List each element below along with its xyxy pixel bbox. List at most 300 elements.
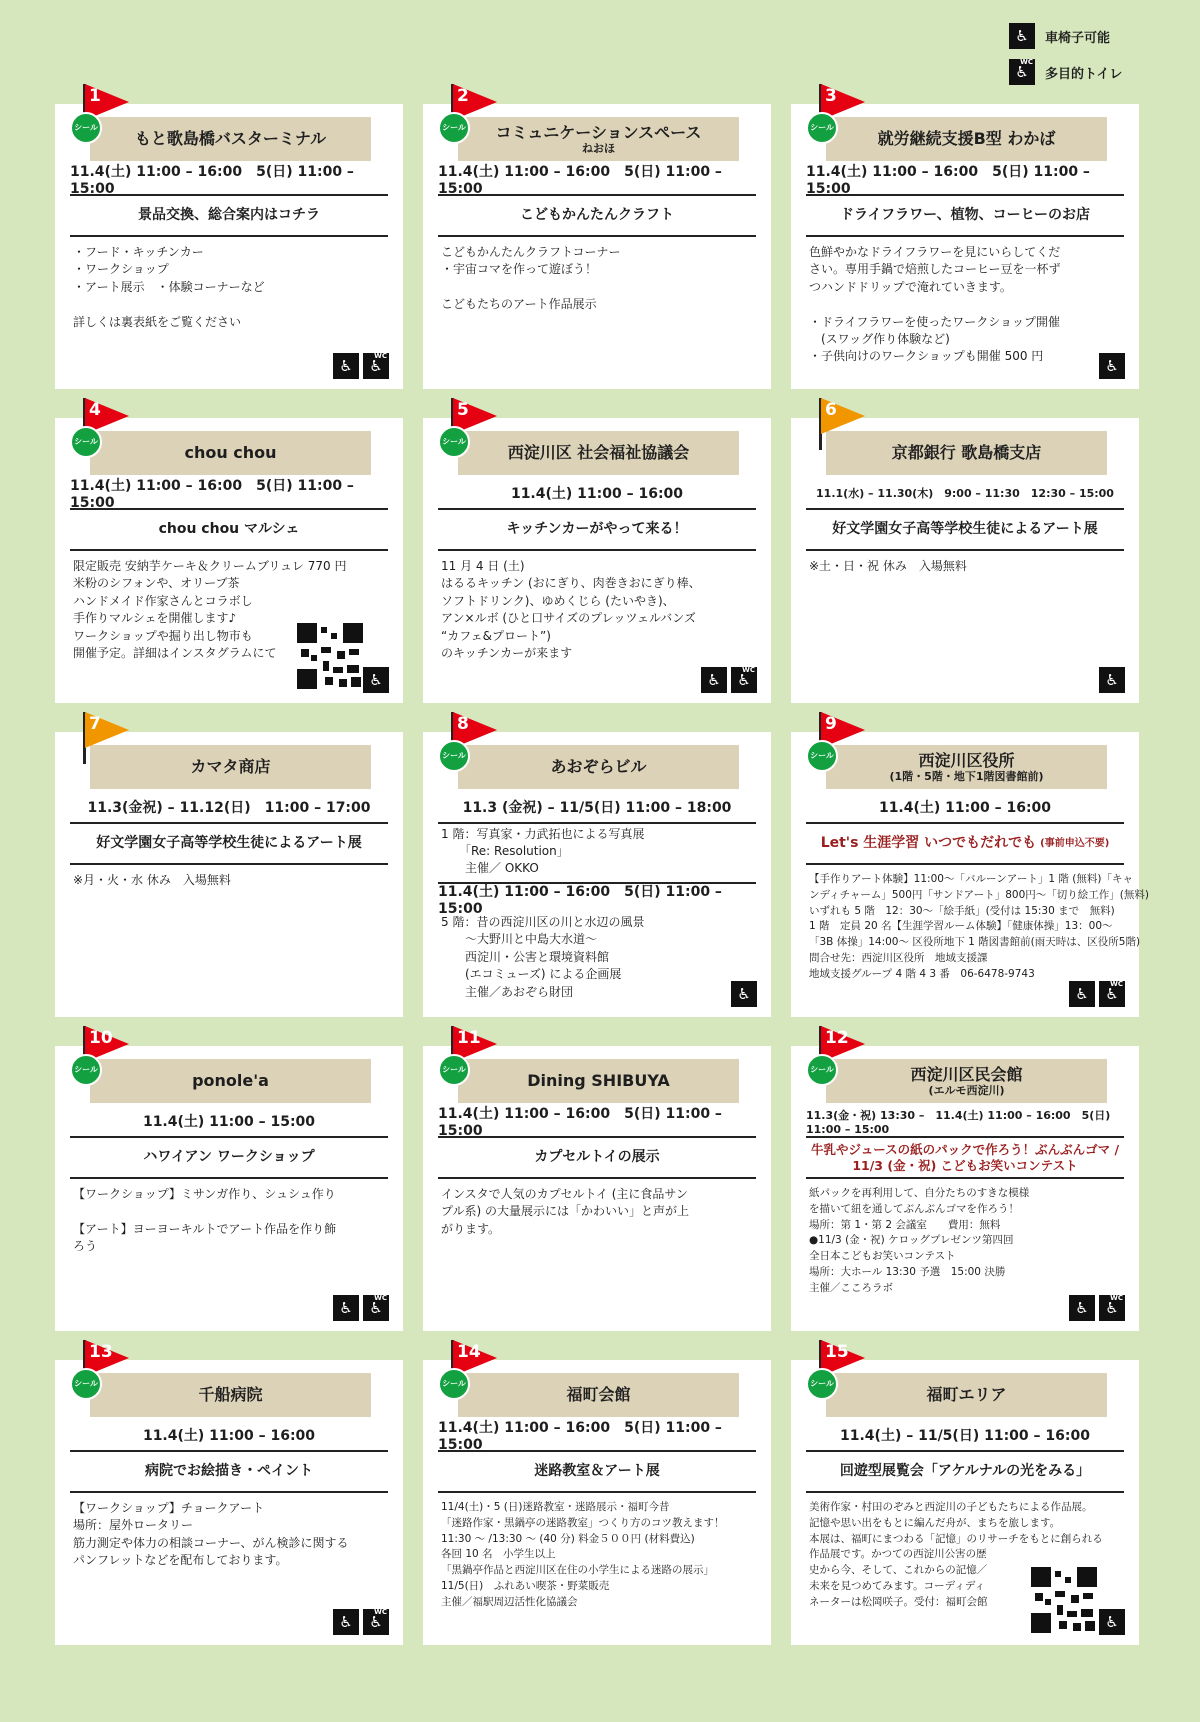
wheelchair-symbol: ♿ bbox=[737, 985, 751, 1003]
accessibility-icons bbox=[1069, 981, 1125, 1007]
accessibility-icons bbox=[363, 667, 389, 693]
event-details bbox=[809, 1186, 1124, 1296]
venue-number: 11 bbox=[457, 1028, 481, 1048]
event-headline bbox=[70, 1139, 388, 1179]
event-headline bbox=[806, 825, 1124, 865]
detail-line: 西淀川・公害と環境資料館 bbox=[441, 949, 610, 964]
venue-name: 西淀川区役所 bbox=[918, 750, 1015, 770]
legend-wheelchair bbox=[1009, 22, 1122, 50]
detail-line: 未来を見つめてみます。コーディディ bbox=[809, 1579, 985, 1592]
event-details bbox=[441, 558, 756, 662]
event-time: 11.4(土) 11:00 – 16:00 5(日) 11:00 – 15:00 bbox=[70, 164, 388, 196]
event-headline bbox=[70, 825, 388, 865]
event-headline bbox=[70, 1453, 388, 1493]
wheelchair-icon bbox=[333, 353, 359, 379]
detail-line: 米粉のシフォンや、オリーブ茶 bbox=[73, 576, 240, 591]
legend-toilet bbox=[1009, 58, 1122, 86]
detail-line: ～大野川と中島大水道～ bbox=[441, 932, 598, 947]
wc-mark: WC bbox=[1110, 1294, 1123, 1302]
sticker-badge: シール bbox=[806, 740, 838, 772]
event-card-11 bbox=[423, 1028, 771, 1331]
event-time: 11.4(土) 11:00 – 16:00 5(日) 11:00 – 15:00 bbox=[70, 478, 388, 510]
qr-module bbox=[347, 665, 359, 673]
detail-line: 主催／こころラボ bbox=[809, 1281, 893, 1294]
event-card-2 bbox=[423, 86, 771, 389]
qr-module bbox=[321, 647, 331, 653]
venue-subname: ねおほ bbox=[582, 142, 615, 155]
detail-line: 「迷路作家・黒鍋亭の迷路教室」つくり方のコツ教えます！ bbox=[441, 1516, 725, 1529]
headline-note: (事前申込不要) bbox=[1040, 837, 1110, 849]
wheelchair-symbol: ♿ bbox=[737, 671, 751, 689]
multipurpose-toilet-icon bbox=[1099, 981, 1125, 1007]
venue-name: 福町エリア bbox=[926, 1385, 1007, 1405]
event-headline bbox=[806, 1139, 1124, 1179]
detail-line: アン×ルボ (ひと口サイズのプレッツェルバンズ bbox=[441, 611, 696, 626]
legend-toilet-label: 多目的トイレ bbox=[1045, 66, 1123, 82]
flag-marker bbox=[67, 708, 147, 798]
detail-line: 記憶や思い出をもとに編んだ舟が、まちを旅します。 bbox=[809, 1516, 1061, 1529]
qr-code bbox=[297, 623, 363, 689]
wheelchair-icon bbox=[363, 667, 389, 693]
venue-name: Dining SHIBUYA bbox=[527, 1071, 670, 1091]
detail-line: 手作りマルシェを開催します♪ bbox=[73, 611, 237, 626]
detail-line: 場所：第 1・第 2 会議室 費用：無料 bbox=[809, 1218, 1001, 1231]
event-details bbox=[441, 1500, 756, 1610]
flag-marker bbox=[803, 708, 883, 798]
detail-line: 作品展です。かつての西淀川公害の歴 bbox=[809, 1548, 987, 1561]
flag-marker bbox=[67, 1022, 147, 1112]
venue-number: 13 bbox=[89, 1342, 113, 1362]
event-time: 11.4(土) 11:00 – 16:00 bbox=[806, 792, 1124, 824]
detail-line: がります。 bbox=[441, 1221, 501, 1236]
detail-line: 11/5(日) ふれあい喫茶・野菜販売 bbox=[441, 1579, 610, 1592]
headline-text: キッチンカーがやって来る！ bbox=[506, 521, 688, 538]
event-time: 11.1(水) – 11.30(木) 9:00 – 11:30 12:30 – 15:00 bbox=[806, 478, 1124, 510]
event-card-4 bbox=[55, 400, 403, 703]
venue-subname: (エルモ西淀川) bbox=[928, 1084, 1005, 1097]
detail-line: こどもかんたんクラフトコーナー bbox=[441, 245, 621, 259]
detail-line: こどもたちのアート作品展示 bbox=[441, 297, 597, 312]
flag-marker bbox=[435, 1022, 515, 1112]
detail-line: 【アート】ヨーヨーキルトでアート作品を作り飾 bbox=[73, 1221, 337, 1236]
detail-line: 主催／あおぞら財団 bbox=[441, 984, 574, 999]
detail-line: 紙パックを再利用して、自分たちのすきな模様 bbox=[809, 1187, 1030, 1199]
event-headline bbox=[438, 1453, 756, 1493]
flag-marker bbox=[803, 80, 883, 170]
wheelchair-symbol: ♿ bbox=[1105, 1613, 1119, 1631]
wheelchair-symbol: ♿ bbox=[1105, 671, 1119, 689]
venue-name: 西淀川区民会館 bbox=[910, 1064, 1023, 1084]
qr-module bbox=[1067, 1611, 1077, 1617]
wheelchair-icon bbox=[701, 667, 727, 693]
event-time: 11.4(土) 11:00 – 16:00 bbox=[438, 478, 756, 510]
sticker-badge: シール bbox=[438, 1368, 470, 1400]
detail-line: ※月・火・水 休み 入場無料 bbox=[73, 873, 231, 887]
flag-marker bbox=[435, 80, 515, 170]
qr-code bbox=[1031, 1567, 1097, 1633]
detail-line: を描いて紐を通してぶんぶんゴマを作ろう！ bbox=[809, 1202, 1019, 1215]
event-time: 11.4(土) 11:00 – 16:00 5(日) 11:00 – 15:00 bbox=[438, 1106, 756, 1138]
event-details bbox=[809, 558, 1124, 575]
venue-number: 6 bbox=[825, 400, 837, 420]
wheelchair-symbol: ♿ bbox=[1105, 985, 1119, 1003]
detail-line: 開催予定。詳細はインスタグラムにて bbox=[73, 645, 277, 660]
wheelchair-symbol: ♿ bbox=[1075, 985, 1089, 1003]
event-headline bbox=[438, 1139, 756, 1179]
detail-line: 1 階：写真家・力武拓也による写真展 bbox=[441, 827, 645, 841]
wheelchair-symbol: ♿ bbox=[339, 1613, 353, 1631]
event-headline bbox=[70, 511, 388, 551]
wc-mark: WC bbox=[742, 666, 755, 674]
qr-module bbox=[349, 649, 359, 655]
qr-module bbox=[297, 669, 317, 689]
event-headline bbox=[806, 511, 1124, 551]
flag-marker bbox=[803, 1336, 883, 1426]
wheelchair-icon bbox=[333, 1295, 359, 1321]
event-card-8 bbox=[423, 714, 771, 1017]
multipurpose-toilet-icon: WC ♿ bbox=[1009, 59, 1035, 85]
qr-module bbox=[1077, 1567, 1097, 1587]
wheelchair-symbol: ♿ bbox=[369, 1613, 383, 1631]
qr-module bbox=[333, 667, 343, 673]
wc-mark: WC bbox=[374, 1608, 387, 1616]
detail-line: 地域支援グループ 4 階 4 3 番 06-6478-9743 bbox=[809, 967, 1035, 980]
wheelchair-symbol: ♿ bbox=[339, 357, 353, 375]
multipurpose-toilet-icon bbox=[731, 667, 757, 693]
detail-line: 場所：大ホール 13:30 予選 15:00 決勝 bbox=[809, 1265, 1006, 1278]
detail-line: ・フード・キッチンカー bbox=[73, 245, 204, 259]
detail-line: 色鮮やかなドライフラワーを見にいらしてくだ bbox=[809, 245, 1061, 259]
wheelchair-symbol: ♿ bbox=[369, 1299, 383, 1317]
event-details bbox=[809, 872, 1149, 982]
detail-line: ・アート展示 ・体験コーナーなど bbox=[73, 279, 265, 294]
qr-module bbox=[1055, 1571, 1061, 1577]
event-card-5 bbox=[423, 400, 771, 703]
qr-module bbox=[1059, 1621, 1067, 1629]
detail-line: 【ワークショップ】チョークアート bbox=[73, 1501, 265, 1515]
event-headline bbox=[438, 511, 756, 551]
detail-line: インスタで人気のカプセルトイ (主に食品サン bbox=[441, 1187, 688, 1201]
flag-marker bbox=[803, 394, 883, 484]
multipurpose-toilet-icon bbox=[363, 1609, 389, 1635]
wheelchair-icon bbox=[333, 1609, 359, 1635]
detail-line: 主催／福駅周辺活性化協議会 bbox=[441, 1595, 578, 1608]
event-headline bbox=[806, 1453, 1124, 1493]
detail-line: ワークショップや掘り出し物市も bbox=[73, 628, 253, 643]
detail-line: ろう bbox=[73, 1239, 98, 1254]
detail-line: ※土・日・祝 休み 入場無料 bbox=[809, 559, 967, 573]
wheelchair-symbol: ♿ bbox=[369, 671, 383, 689]
flag-marker bbox=[435, 1336, 515, 1426]
detail-line: (スワッグ作り体験など) bbox=[809, 331, 950, 346]
venue-name: もと歌島橋バスターミナル bbox=[134, 129, 327, 149]
venue-name: 西淀川区 社会福祉協議会 bbox=[507, 443, 690, 463]
flag-marker bbox=[67, 1336, 147, 1426]
event-time: 11.4(土) 11:00 – 16:00 5(日) 11:00 – 15:00 bbox=[806, 164, 1124, 196]
qr-module bbox=[343, 623, 363, 643]
qr-module bbox=[1065, 1577, 1071, 1583]
event-card-3 bbox=[791, 86, 1139, 389]
wc-mark: WC bbox=[1110, 980, 1123, 988]
qr-module bbox=[1057, 1605, 1063, 1615]
headline-text: 回遊型展覧会「アケルナルの光をみる」 bbox=[839, 1463, 1091, 1480]
detail-line: 5 階：昔の西淀川区の川と水辺の風景 bbox=[441, 915, 645, 929]
event-time-2: 11.4(土) 11:00 – 16:00 5(日) 11:00 – 15:00 bbox=[438, 884, 722, 917]
detail-line bbox=[73, 296, 388, 313]
detail-line: 11 月 4 日 (土) bbox=[441, 559, 525, 573]
wheelchair-icon bbox=[731, 981, 757, 1007]
flag-marker bbox=[67, 80, 147, 170]
event-card-14 bbox=[423, 1342, 771, 1645]
event-time: 11.4(土) 11:00 – 16:00 5(日) 11:00 – 15:00 bbox=[438, 1420, 756, 1452]
venue-number: 12 bbox=[825, 1028, 849, 1048]
qr-module bbox=[331, 633, 337, 639]
sticker-badge: シール bbox=[806, 1054, 838, 1086]
qr-module bbox=[321, 627, 327, 633]
venue-number: 14 bbox=[457, 1342, 481, 1362]
qr-module bbox=[351, 677, 361, 687]
wheelchair-symbol: ♿ bbox=[339, 1299, 353, 1317]
legend-wheelchair-label: 車椅子可能 bbox=[1045, 30, 1111, 46]
wheelchair-symbol: ♿ bbox=[1105, 1299, 1119, 1317]
wheelchair-icon bbox=[1099, 353, 1125, 379]
event-card-7 bbox=[55, 714, 403, 1017]
headline-text-2: 11/3 (金・祝) こどもお笑いコンテスト bbox=[852, 1158, 1078, 1173]
multipurpose-toilet-icon bbox=[363, 353, 389, 379]
detail-line: ンディチャーム」500円「サンドアート」800円～「切り絵工作」(無料) bbox=[809, 888, 1149, 901]
detail-line: 問合せ先：西淀川区役所 地域支援課 bbox=[809, 951, 988, 964]
qr-module bbox=[1081, 1609, 1093, 1617]
detail-line: ソフトドリンク)、ゆめくじら (たいやき)、 bbox=[441, 593, 675, 608]
detail-line: 史から今、そして、これからの記憶／ bbox=[809, 1564, 988, 1576]
flag-marker bbox=[67, 394, 147, 484]
detail-line: プル系) の大量展示には「かわいい」と声が上 bbox=[441, 1204, 690, 1219]
event-card-6 bbox=[791, 400, 1139, 703]
sticker-badge: シール bbox=[438, 740, 470, 772]
qr-module bbox=[297, 623, 317, 643]
detail-line: ●11/3 (金・祝) ケロッグプレゼンツ第四回 bbox=[809, 1234, 1014, 1247]
detail-line: ・ワークショップ bbox=[73, 262, 169, 277]
event-details bbox=[441, 1186, 756, 1238]
qr-module bbox=[339, 679, 347, 687]
wheelchair-icon bbox=[1099, 667, 1125, 693]
detail-line: 筋力測定や体力の相談コーナー、がん検診に関する bbox=[73, 1535, 349, 1550]
headline-text: 好文学園女子高等学校生徒によるアート展 bbox=[96, 835, 362, 852]
wheelchair-symbol: ♿ bbox=[369, 357, 383, 375]
venue-number: 8 bbox=[457, 714, 469, 734]
venue-number: 15 bbox=[825, 1342, 849, 1362]
qr-module bbox=[1083, 1593, 1093, 1599]
wheelchair-icon: ♿ bbox=[1009, 23, 1035, 49]
venue-name: ponole'a bbox=[192, 1071, 269, 1091]
detail-line: 「3B 体操」14:00～ 区役所地下 1 階図書館前(雨天時は、区役所5階) bbox=[809, 936, 1141, 948]
detail-line: 11:30 ～ /13:30 ～ (40 分) 料金５００円 (材料費込) bbox=[441, 1532, 695, 1545]
event-time: 11.4(土) 11:00 – 16:00 5(日) 11:00 – 15:00 bbox=[438, 164, 756, 196]
venue-number: 2 bbox=[457, 86, 469, 106]
venue-name: カマタ商店 bbox=[190, 757, 271, 777]
event-details bbox=[73, 1500, 388, 1570]
venue-name: 千船病院 bbox=[198, 1385, 263, 1405]
event-time: 11.3(金祝) – 11.12(日) 11:00 – 17:00 bbox=[70, 792, 388, 824]
headline-text: 景品交換、総合案内はコチラ bbox=[138, 207, 320, 224]
event-headline bbox=[438, 197, 756, 237]
detail-line: 全日本こどもお笑いコンテスト bbox=[809, 1250, 956, 1262]
sticker-badge: シール bbox=[438, 1054, 470, 1086]
wheelchair-icon bbox=[1069, 1295, 1095, 1321]
flag-marker bbox=[435, 394, 515, 484]
venue-number: 10 bbox=[89, 1028, 113, 1048]
venue-name: 福町会館 bbox=[566, 1385, 631, 1405]
qr-module bbox=[1031, 1567, 1051, 1587]
event-card-1 bbox=[55, 86, 403, 389]
event-time: 11.3(金・祝) 13:30 – 11.4(土) 11:00 – 16:00 5(日) 11:00 – 15:00 bbox=[806, 1106, 1124, 1138]
detail-line: 本展は、福町にまつわる「記憶」のリサーチをもとに創られる bbox=[809, 1532, 1103, 1545]
qr-module bbox=[1055, 1591, 1065, 1597]
sticker-badge: シール bbox=[70, 1368, 102, 1400]
headline-text: 好文学園女子高等学校生徒によるアート展 bbox=[832, 521, 1098, 538]
flag-marker bbox=[803, 1022, 883, 1112]
detail-line: 「Re: Resolution」 bbox=[441, 843, 569, 858]
venue-name: 就労継続支援B型 わかば bbox=[877, 129, 1056, 149]
headline-text: chou chou マルシェ bbox=[158, 521, 300, 538]
qr-module bbox=[1073, 1623, 1081, 1631]
detail-line: 限定販売 安納芋ケーキ＆クリームブリュレ 770 円 bbox=[73, 559, 347, 573]
detail-line: 詳しくは裏表紙をご覧ください bbox=[73, 314, 242, 329]
wheelchair-symbol: ♿ bbox=[1075, 1299, 1089, 1317]
venue-number: 5 bbox=[457, 400, 469, 420]
sticker-badge: シール bbox=[806, 1368, 838, 1400]
multipurpose-toilet-icon bbox=[363, 1295, 389, 1321]
detail-line: ・ドライフラワーを使ったワークショップ開催 bbox=[809, 314, 1061, 329]
detail-line bbox=[441, 279, 756, 296]
event-time: 11.4(土) 11:00 – 15:00 bbox=[70, 1106, 388, 1138]
detail-line: のキッチンカーが来ます bbox=[441, 645, 573, 660]
event-details bbox=[73, 244, 388, 331]
detail-line: パンフレットなどを配布しております。 bbox=[73, 1553, 288, 1568]
venue-number: 7 bbox=[89, 714, 101, 734]
headline-text: ハワイアン ワークショップ bbox=[143, 1149, 315, 1166]
qr-module bbox=[1035, 1593, 1043, 1601]
wheelchair-symbol: ♿ bbox=[1105, 357, 1119, 375]
detail-line: 1 階 定員 20 名【生涯学習ルーム体験】「健康体操」13：00～ bbox=[809, 920, 1113, 933]
venue-number: 3 bbox=[825, 86, 837, 106]
detail-line bbox=[73, 1203, 388, 1220]
wc-mark: WC bbox=[374, 352, 387, 360]
qr-module bbox=[1085, 1621, 1095, 1631]
event-headline bbox=[806, 197, 1124, 237]
accessibility-icons bbox=[1069, 1295, 1125, 1321]
qr-module bbox=[311, 655, 317, 661]
qr-module bbox=[323, 661, 329, 671]
detail-line: ・子供向けのワークショップも開催 500 円 bbox=[809, 349, 1044, 364]
sticker-badge: シール bbox=[70, 1054, 102, 1086]
event-details-2 bbox=[441, 914, 756, 1001]
accessibility-icons bbox=[1099, 667, 1125, 693]
qr-module bbox=[1045, 1599, 1051, 1605]
event-card-9 bbox=[791, 714, 1149, 1017]
detail-line: (エコミューズ) による企画展 bbox=[441, 967, 622, 982]
accessibility-icons bbox=[333, 1609, 389, 1635]
event-card-10 bbox=[55, 1028, 403, 1331]
detail-line: 場所：屋外ロータリー bbox=[73, 1518, 194, 1533]
sticker-badge: シール bbox=[438, 112, 470, 144]
sticker-badge: シール bbox=[70, 112, 102, 144]
sticker-badge: シール bbox=[438, 426, 470, 458]
headline-text: 病院でお絵描き・ペイント bbox=[145, 1463, 313, 1480]
qr-module bbox=[301, 649, 309, 657]
event-time: 11.3 (金祝) – 11/5(日) 11:00 – 18:00 bbox=[438, 792, 756, 824]
event-card-15 bbox=[791, 1342, 1139, 1645]
headline-text: こどもかんたんクラフト bbox=[520, 207, 674, 224]
detail-line: 【手作りアート体験】11:00～「バルーンアート」1 階 (無料)「キャ bbox=[809, 873, 1133, 885]
qr-module bbox=[1031, 1613, 1051, 1633]
wc-mark: WC bbox=[374, 1294, 387, 1302]
venue-name: コミュニケーションスペース bbox=[495, 122, 702, 142]
event-card-12 bbox=[791, 1028, 1139, 1331]
wheelchair-icon bbox=[1099, 1609, 1125, 1635]
accessibility-icons bbox=[1099, 353, 1125, 379]
event-card-13 bbox=[55, 1342, 403, 1645]
detail-line: 主催／ OKKO bbox=[441, 860, 539, 875]
event-time: 11.4(土) 11:00 – 16:00 bbox=[70, 1420, 388, 1452]
detail-line: ハンドメイド作家さんとコラボし bbox=[73, 593, 253, 608]
detail-line: 美術作家・村田のぞみと西淀川の子どもたちによる作品展。 bbox=[809, 1501, 1093, 1513]
accessibility-icons bbox=[1099, 1609, 1125, 1635]
qr-module bbox=[337, 651, 345, 659]
wheelchair-icon bbox=[1069, 981, 1095, 1007]
venue-name: あおぞらビル bbox=[550, 757, 647, 777]
detail-line: さい。専用手鍋で焙煎したコーヒー豆を一杯ず bbox=[809, 262, 1061, 277]
sticker-badge: シール bbox=[806, 112, 838, 144]
qr-module bbox=[325, 677, 333, 685]
venue-number: 1 bbox=[89, 86, 101, 106]
venue-number: 9 bbox=[825, 714, 837, 734]
venue-number: 4 bbox=[89, 400, 101, 420]
qr-module bbox=[1071, 1595, 1079, 1603]
detail-line: いずれも 5 階 12：30～「絵手紙」(受付は 15:30 まで 無料) bbox=[809, 904, 1115, 917]
accessibility-icons bbox=[333, 1295, 389, 1321]
sticker-badge: シール bbox=[70, 426, 102, 458]
venue-subname: (1階・5階・地下1階図書館前) bbox=[889, 770, 1044, 783]
headline-text: ドライフラワー、植物、コーヒーのお店 bbox=[839, 207, 1091, 224]
venue-name: chou chou bbox=[184, 443, 277, 463]
event-headline bbox=[70, 197, 388, 237]
detail-line: 11/4(土)・5 (日)迷路教室・迷路展示・福町今昔 bbox=[441, 1501, 670, 1513]
event-details bbox=[809, 244, 1124, 366]
event-time: 11.4(土) – 11/5(日) 11:00 – 16:00 bbox=[806, 1420, 1124, 1452]
detail-line: 【ワークショップ】ミサンガ作り、シュシュ作り bbox=[73, 1187, 336, 1201]
accessibility-icons bbox=[731, 981, 757, 1007]
detail-line: 各回 10 名 小学生以上 bbox=[441, 1548, 556, 1561]
detail-line: 「黒鍋亭作品と西淀川区在住の小学生による迷路の展示」 bbox=[441, 1564, 714, 1576]
detail-line: ネーターは松岡咲子。受付：福町会館 bbox=[809, 1595, 988, 1608]
event-details bbox=[441, 826, 756, 876]
accessibility-icons bbox=[701, 667, 757, 693]
detail-line: ・宇宙コマを作って遊ぼう！ bbox=[441, 262, 598, 277]
accessibility-icons bbox=[333, 353, 389, 379]
event-details bbox=[441, 244, 756, 314]
multipurpose-toilet-icon bbox=[1099, 1295, 1125, 1321]
headline-text: カプセルトイの展示 bbox=[534, 1149, 660, 1166]
headline-text: 牛乳やジュースの紙のパックで作ろう！ぶんぶんゴマ / bbox=[810, 1142, 1120, 1158]
headline-text: Let's 生涯学習 いつでもだれでも bbox=[820, 835, 1037, 852]
wheelchair-symbol: ♿ bbox=[707, 671, 721, 689]
detail-line: はるるキッチン (おにぎり、肉巻きおにぎり棒、 bbox=[441, 576, 701, 591]
detail-line: “カフェ&プロート”) bbox=[441, 628, 551, 643]
headline-text: 迷路教室＆アート展 bbox=[534, 1463, 660, 1480]
venue-name: 京都銀行 歌島橋支店 bbox=[891, 443, 1042, 463]
event-details bbox=[73, 1186, 388, 1256]
